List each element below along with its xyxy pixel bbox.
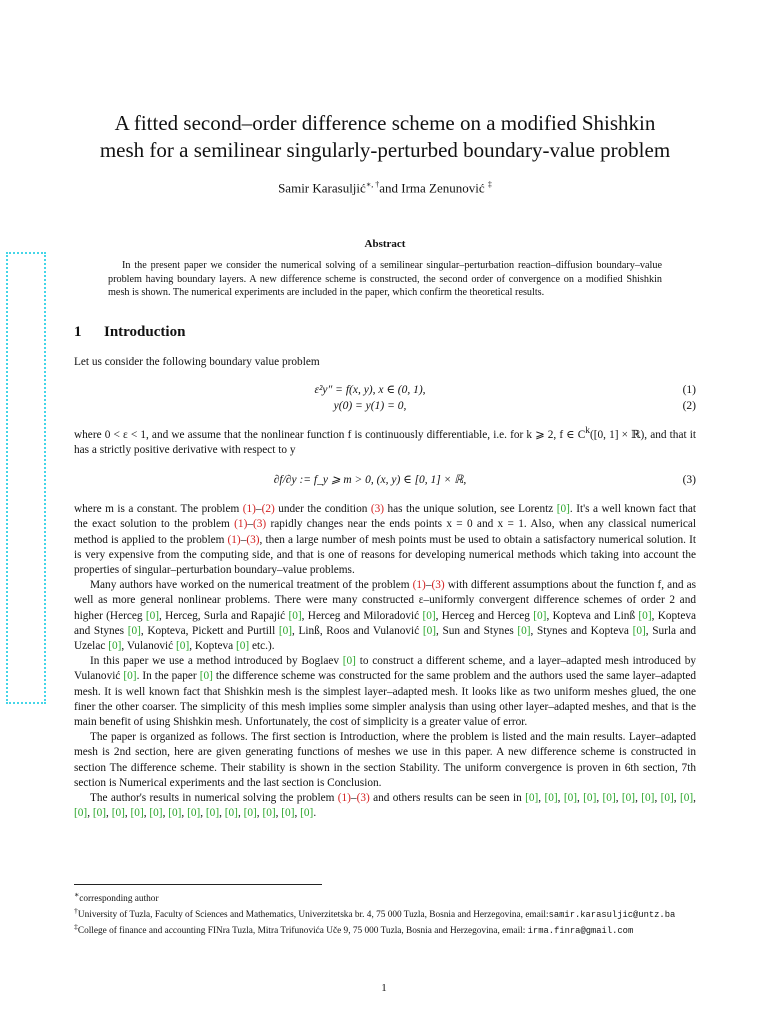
citation-link[interactable]: [0] [205, 807, 220, 820]
equation-2: y(0) = y(1) = 0, (2) [333, 400, 696, 413]
eq-ref[interactable]: (1) [412, 579, 426, 592]
citation-link[interactable]: [0] [243, 807, 257, 820]
citation-link[interactable]: [0] [679, 792, 694, 805]
paper-title: A fitted second–order difference scheme on a modified Shishkin mesh for a semilinear singularly-perturbed boundary-value problem [99, 111, 671, 162]
citation-link[interactable]: [0] [224, 807, 238, 820]
paragraph-1: where m is a constant. The problem (1)–(2) under the condition (3) has the unique solution, see Lorentz [0]. It's a well known fact that the exact solution to the problem (1)–(3) rapidly changes near the ends points x = 0 and x = 1. Also, when any classical numerical method is applied to the problem (1)–(3), then a large number of mesh points must be used to obtain a satisfactory numerical solution. It is very expensive from the computing side, and that is one of reasons for developing numerical methods which taking into account the properties of singular–perturbation boundary–value problems. [74, 503, 696, 577]
equation-3: ∂f/∂y := f_y ⩾ m > 0, (x, y) ∈ [0, 1] × ℝ, (3) [273, 474, 696, 487]
email-link[interactable]: samir.karasuljic@untz.ba [548, 910, 676, 921]
citation-link[interactable]: [0] [641, 792, 655, 805]
citation-link[interactable]: [0] [342, 655, 356, 668]
eq-ref[interactable]: (3) [246, 533, 260, 546]
citation-link[interactable]: [0] [168, 807, 182, 820]
citation-link[interactable]: [0] [563, 792, 577, 805]
citation-link[interactable]: [0] [262, 807, 276, 820]
citation-link[interactable]: [0] [149, 807, 163, 820]
footnote-2: †University of Tuzla, Faculty of Sciences and Mathematics, Univerzitetska br. 4, 75 000 Tuzla, Bosnia and Herzegovina, email:samir.karasuljic@untz.ba [74, 906, 676, 921]
paragraph-4: The paper is organized as follows. The first section is Introduction, where the problem is listed and the main results. Layer–adapted mesh is 2nd section, here are given generating functions of meshes we use in this paper. A new difference scheme is constructed in section The difference scheme. Their stability is shown in the section Stability. The uniform convergence is proven in 6th section, 7th section is Numerical experiments and the last section is Conclusion. [74, 731, 696, 789]
citation-link[interactable]: [0] [525, 792, 539, 805]
citation-link[interactable]: [0] [187, 807, 201, 820]
abstract-heading: Abstract [364, 238, 406, 251]
eq-ref[interactable]: (2) [261, 503, 275, 516]
section-heading: 1 Introduction [74, 323, 186, 340]
footnote-1: ∗corresponding author [74, 890, 159, 905]
citation-link[interactable]: [0] [92, 807, 107, 820]
equation-1: ε²y″ = f(x, y), x ∈ (0, 1), (1) [314, 384, 696, 397]
citation-link[interactable]: [0] [199, 670, 213, 683]
paragraph-5: The author's results in numerical solving the problem (1)–(3) and others results can be seen in [0], [0], [0], [0], [0], [0], [0], [0], [0], [0], [0], [0], [0], [0], [0], [0], [0], [0], [0], [0], [0], [0]. [74, 792, 696, 820]
footnote-rule [74, 884, 322, 885]
citation-link[interactable]: [0] [556, 503, 570, 516]
citation-link[interactable]: [0] [544, 792, 558, 805]
eq-ref[interactable]: (3) [370, 503, 385, 516]
eq-ref[interactable]: (1) [337, 792, 351, 805]
citation-link[interactable]: [0] [660, 792, 674, 805]
eq-ref[interactable]: (1) [227, 533, 241, 546]
footnote-3: ‡College of finance and accounting FINra Tuzla, Mitra Trifunovića Uče 9, 75 000 Tuzla, Bosnia and Herzegovina, email: irma.finra@gmail.com [74, 922, 634, 937]
page-number: 1 [381, 982, 387, 994]
citation-link[interactable]: [0] [127, 624, 141, 637]
abstract-text: In the present paper we consider the numerical solving of a semilinear singular–perturbation reaction–diffusion boundary–value problem having boundary layers. A new difference scheme is constructed, the second order of convergence on a modified Shishkin mesh is shown. The numerical experiments are included in the paper, which confirm the theoretical results. [108, 260, 662, 299]
citation-link[interactable]: [0] [111, 807, 125, 820]
arxiv-frame [6, 252, 46, 704]
citation-link[interactable]: [0] [422, 609, 436, 622]
citation-link[interactable]: [0] [517, 624, 531, 637]
citation-link[interactable]: [0] [621, 792, 636, 805]
paragraph-3: In this paper we use a method introduced by Boglaev [0] to construct a different scheme, and a layer–adapted mesh introduced by Vulanović [0]. In the paper [0] the difference scheme was constructed for the same problem and the authors used the same layer–adapted mesh. It is well known fact that Shishkin mesh is the simplest layer–adapted mesh. It looks like as two uniform meshes glued, the one finer the other coarser. The simplicity of this mesh implies some simpler analysis than using other layer–adapted meshes, and that is the main benefit of using Shishkin mesh. Unfortunately, the cost of simplicity is a greater value of error. [74, 655, 697, 729]
email-link[interactable]: irma.finra@gmail.com [527, 926, 634, 937]
intro-lead: Let us consider the following boundary value problem [74, 355, 320, 368]
eq-ref[interactable]: (1) [234, 518, 248, 531]
citation-link[interactable]: [0] [288, 609, 302, 622]
citation-link[interactable]: [0] [123, 670, 137, 683]
citation-link[interactable]: [0] [422, 624, 437, 637]
author-line: Samir Karasuljić∗, †and Irma Zenunović ‡ [278, 180, 492, 196]
citation-link[interactable]: [0] [130, 807, 144, 820]
eq-ref[interactable]: (3) [356, 792, 370, 805]
citation-link[interactable]: [0] [278, 624, 293, 637]
paper-body [74, 110, 696, 821]
citation-link[interactable]: [0] [533, 609, 547, 622]
eq-ref[interactable]: (3) [431, 579, 445, 592]
citation-link[interactable]: [0] [632, 624, 646, 637]
citation-link[interactable]: [0] [145, 609, 160, 622]
citation-link[interactable]: [0] [74, 807, 88, 820]
citation-link[interactable]: [0] [300, 807, 314, 820]
footnotes [74, 884, 696, 937]
citation-link[interactable]: [0] [281, 807, 295, 820]
citation-link[interactable]: [0] [176, 640, 190, 653]
citation-link[interactable]: [0] [108, 640, 122, 653]
paragraph-2: Many authors have worked on the numerical treatment of the problem (1)–(3) with different assumptions about the function f, and as well as more general nonlinear problems. There were many constructed ε–uniformly convergent difference schemes of order 2 and higher (Herceg [0], Herceg, Surla and Rapajić [0], Herceg and Miloradović [0], Herceg and Herceg [0], Kopteva and Linß [0], Kopteva and Stynes [0], Kopteva, Pickett and Purtill [0], Linß, Roos and Vulanović [0], Sun and Stynes [0], Stynes and Kopteva [0], Surla and Uzelac [0], Vulanović [0], Kopteva [0] etc.). [74, 579, 696, 653]
citation-link[interactable]: [0] [602, 792, 616, 805]
citation-list: [0], [0], [0], [0], [0], [0], [0], [0], [0], [0], [0], [0], [0], [0], [0], [0], [0], [0], [0], [0], [0], [0] [74, 792, 696, 820]
citation-link[interactable]: [0] [583, 792, 597, 805]
eq-ref[interactable]: (3) [253, 518, 267, 531]
citation-link[interactable]: [0] [638, 609, 652, 622]
citation-link[interactable]: [0] [235, 640, 250, 653]
paragraph-assumptions: where 0 < ε < 1, and we assume that the nonlinear function f is continuously differentiable, i.e. for k ⩾ 2, f ∈ $C^k([0$, 1] × ℝ), and that it has a strictly positive derivative with respect to y [74, 426, 696, 456]
eq-ref[interactable]: (1) [242, 503, 256, 516]
